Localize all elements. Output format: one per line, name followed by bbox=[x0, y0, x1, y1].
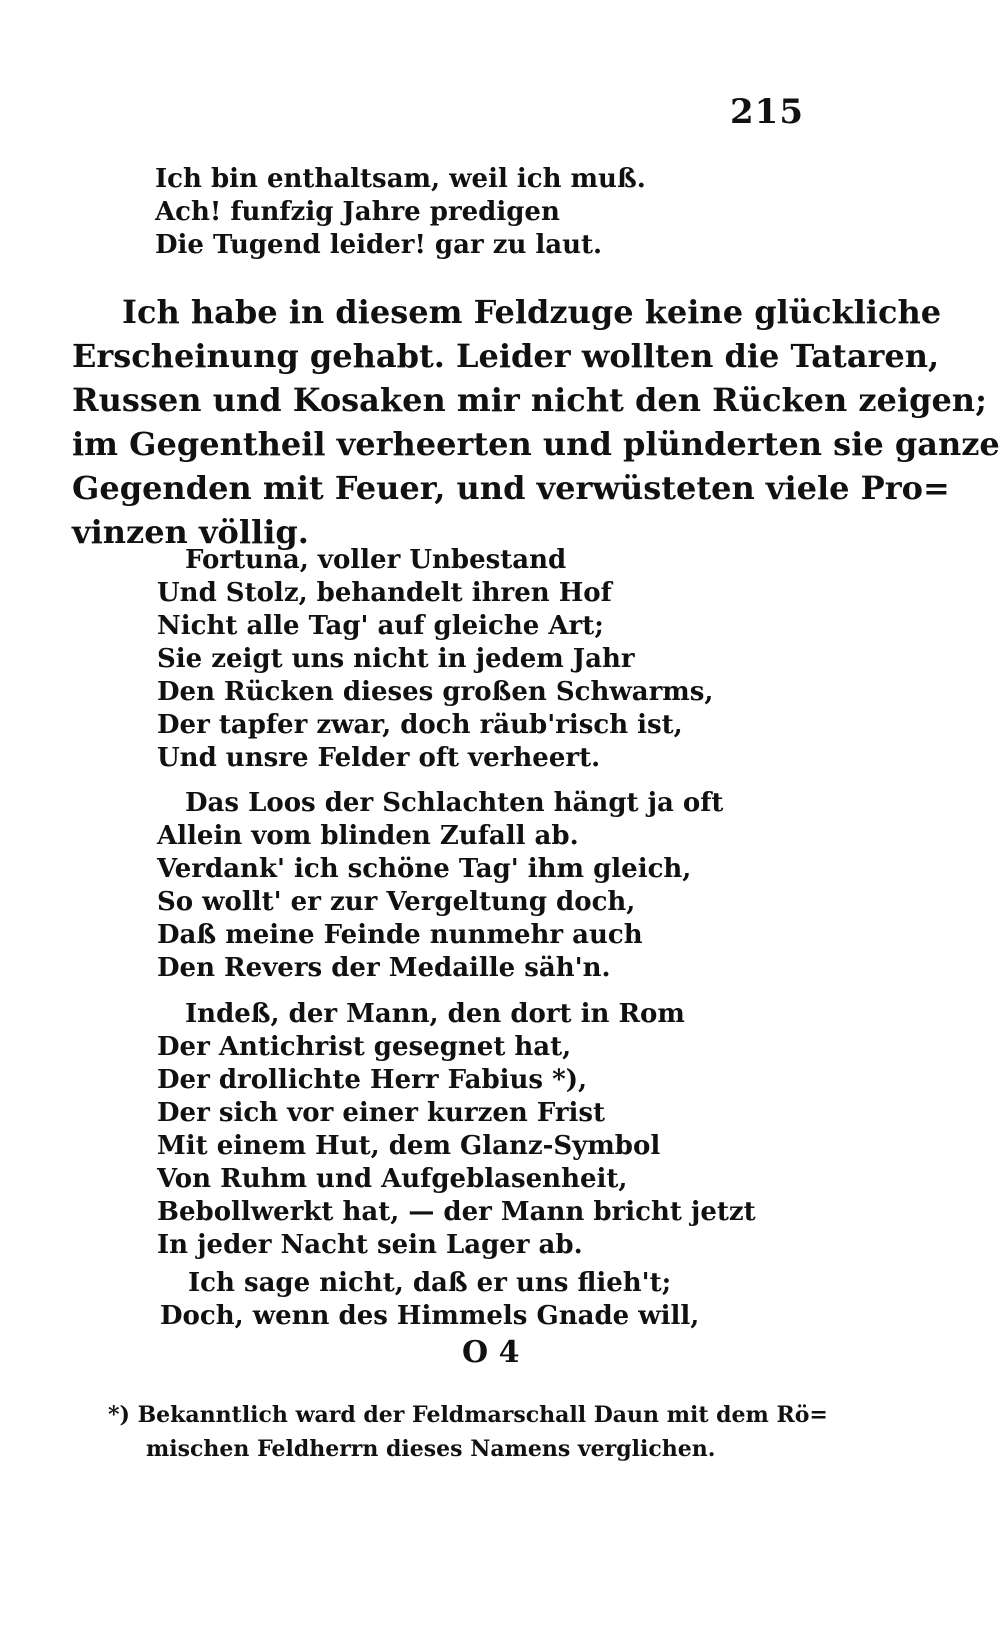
verse-line: In jeder Nacht sein Lager ab. bbox=[157, 1230, 583, 1260]
verse-line: Der drollichte Herr Fabius *), bbox=[157, 1065, 588, 1095]
verse-line: Und Stolz, behandelt ihren Hof bbox=[157, 578, 612, 608]
stanza-3 bbox=[157, 787, 723, 985]
verse-line: Der Antichrist gesegnet hat, bbox=[157, 1032, 572, 1062]
verse-line: Daß meine Feinde nunmehr auch bbox=[157, 920, 643, 950]
verse-line: Den Rücken dieses großen Schwarms, bbox=[157, 677, 714, 707]
verse-line: So wollt' er zur Vergeltung doch, bbox=[157, 887, 636, 917]
verse-line: Nicht alle Tag' auf gleiche Art; bbox=[157, 611, 604, 641]
verse-line: Den Revers der Medaille säh'n. bbox=[157, 953, 611, 983]
stanza-1 bbox=[155, 163, 646, 262]
prose-paragraph bbox=[72, 290, 1000, 554]
verse-line: Allein vom blinden Zufall ab. bbox=[157, 821, 579, 851]
verse-line: Ich sage nicht, daß er uns flieh't; bbox=[188, 1268, 672, 1298]
stanza-2 bbox=[157, 544, 713, 775]
verse-line: Verdank' ich schöne Tag' ihm gleich, bbox=[157, 854, 692, 884]
verse-line: Die Tugend leider! gar zu laut. bbox=[155, 230, 603, 260]
verse-line: Ach! funfzig Jahre predigen bbox=[155, 197, 560, 227]
prose-line: Ich habe in diesem Feldzuge keine glückliche bbox=[122, 293, 942, 331]
footnote bbox=[108, 1398, 828, 1466]
verse-line: Ich bin enthaltsam, weil ich muß. bbox=[155, 164, 646, 194]
signature-mark: O 4 bbox=[462, 1335, 520, 1370]
prose-line: Erscheinung gehabt. Leider wollten die Tataren, bbox=[72, 337, 940, 375]
verse-line: Der sich vor einer kurzen Frist bbox=[157, 1098, 606, 1128]
verse-line: Sie zeigt uns nicht in jedem Jahr bbox=[157, 644, 635, 674]
prose-line: vinzen völlig. bbox=[72, 513, 309, 551]
stanza-4 bbox=[157, 998, 756, 1262]
verse-line: Das Loos der Schlachten hängt ja oft bbox=[185, 788, 724, 818]
verse-line: Doch, wenn des Himmels Gnade will, bbox=[160, 1301, 700, 1331]
footnote-line: mischen Feldherrn dieses Namens verglichen. bbox=[146, 1436, 716, 1462]
verse-line: Mit einem Hut, dem Glanz-Symbol bbox=[157, 1131, 661, 1161]
verse-line: Von Ruhm und Aufgeblasenheit, bbox=[157, 1164, 628, 1194]
prose-line: Russen und Kosaken mir nicht den Rücken zeigen; bbox=[72, 381, 987, 419]
page-number: 215 bbox=[730, 92, 804, 132]
verse-line: Und unsre Felder oft verheert. bbox=[157, 743, 601, 773]
prose-line: im Gegentheil verheerten und plünderten sie ganze bbox=[72, 425, 1000, 463]
prose-line: Gegenden mit Feuer, und verwüsteten viele Pro= bbox=[72, 469, 950, 507]
verse-line: Fortuna, voller Unbestand bbox=[185, 545, 567, 575]
verse-line: Bebollwerkt hat, — der Mann bricht jetzt bbox=[157, 1197, 756, 1227]
footnote-line: *) Bekanntlich ward der Feldmarschall Daun mit dem Rö= bbox=[108, 1402, 828, 1428]
verse-line: Der tapfer zwar, doch räub'risch ist, bbox=[157, 710, 683, 740]
verse-line: Indeß, der Mann, den dort in Rom bbox=[185, 999, 685, 1029]
stanza-5 bbox=[160, 1267, 699, 1333]
